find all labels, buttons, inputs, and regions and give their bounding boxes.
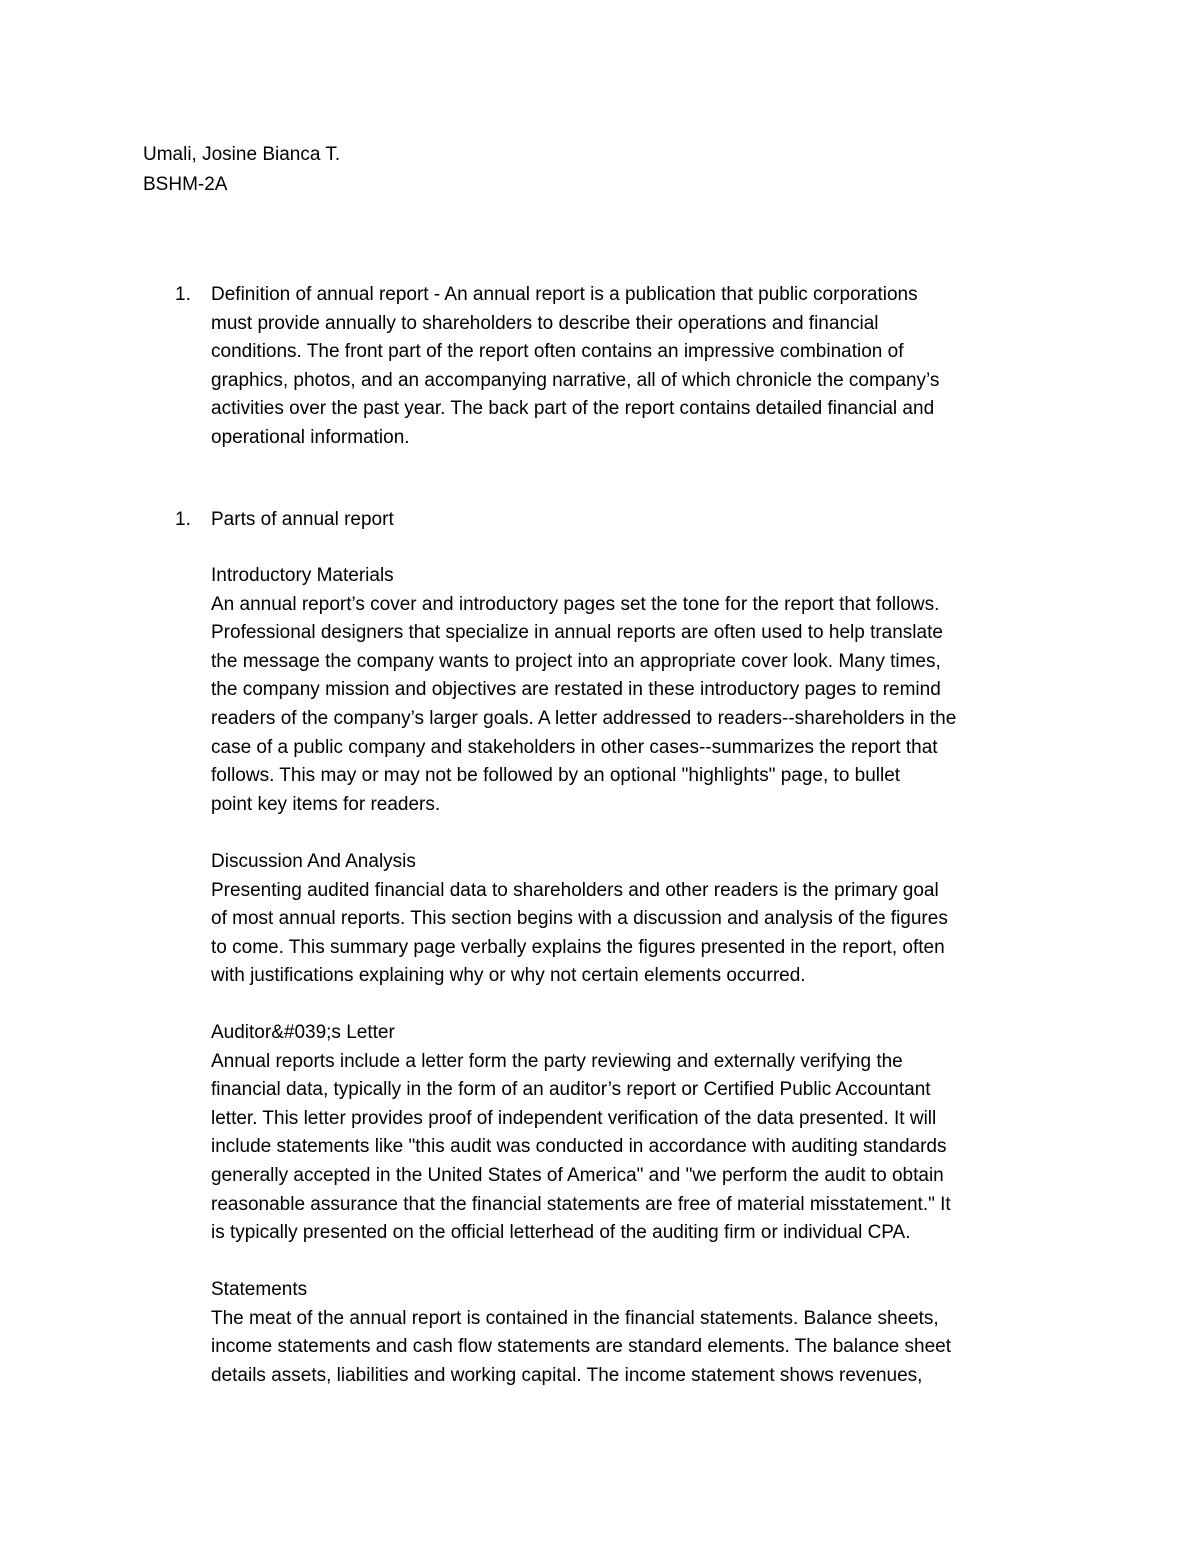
section-statements <box>211 1276 951 1390</box>
section-auditors-letter <box>211 1019 951 1248</box>
paragraph-line: include statements like "this audit was conducted in accordance with auditing standards <box>211 1136 947 1158</box>
paragraph-line: Definition of annual report - An annual report is a publication that public corporations <box>211 284 918 305</box>
paragraph-line: point key items for readers. <box>211 793 441 815</box>
list-number: 1. <box>175 284 191 305</box>
paragraph-line: details assets, liabilities and working capital. The income statement shows revenues, <box>211 1364 923 1386</box>
author-name: Umali, Josine Bianca T. <box>143 144 341 165</box>
class-section: BSHM-2A <box>143 174 228 196</box>
list-number: 1. <box>175 509 191 530</box>
section-introductory-materials <box>211 562 956 819</box>
section-heading: Auditor&#039;s Letter <box>211 1022 395 1043</box>
section-discussion-analysis <box>211 848 948 991</box>
paragraph-line: operational information. <box>211 426 410 448</box>
paragraph-line: Presenting audited financial data to shareholders and other readers is the primary goal <box>211 879 939 901</box>
paragraph-line: case of a public company and stakeholders in other cases--summarizes the report that <box>211 736 938 758</box>
paragraph-line: readers of the company’s larger goals. A letter addressed to readers--shareholders in the <box>211 707 957 729</box>
paragraph-line: reasonable assurance that the financial statements are free of material misstatement." It <box>211 1193 951 1215</box>
paragraph-line: is typically presented on the official letterhead of the auditing firm or individual CPA. <box>211 1222 911 1244</box>
list-item-parts <box>175 506 394 535</box>
paragraph-line: follows. This may or may not be followed by an optional "highlights" page, to bullet <box>211 765 901 787</box>
paragraph-line: financial data, typically in the form of an auditor’s report or Certified Public Accountant <box>211 1079 931 1101</box>
paragraph-line: The meat of the annual report is contained in the financial statements. Balance sheets, <box>211 1307 939 1329</box>
paragraph-line: to come. This summary page verbally explains the figures presented in the report, often <box>211 936 945 958</box>
paragraph-line: the company mission and objectives are restated in these introductory pages to remind <box>211 679 941 701</box>
paragraph-line: must provide annually to shareholders to describe their operations and financial <box>211 312 879 334</box>
paragraph-line: Annual reports include a letter form the party reviewing and externally verifying the <box>211 1050 903 1072</box>
paragraph-line: activities over the past year. The back part of the report contains detailed financial and <box>211 398 935 420</box>
paragraph-line: generally accepted in the United States of America" and "we perform the audit to obtain <box>211 1164 944 1186</box>
author-block <box>143 141 340 200</box>
paragraph-line: An annual report’s cover and introductory pages set the tone for the report that follows. <box>211 593 940 615</box>
paragraph-line: with justifications explaining why or why not certain elements occurred. <box>211 965 806 987</box>
paragraph-line: letter. This letter provides proof of independent verification of the data presented. It will <box>211 1107 937 1129</box>
paragraph-line: income statements and cash flow statements are standard elements. The balance sheet <box>211 1336 952 1358</box>
section-heading: Introductory Materials <box>211 565 394 586</box>
section-heading: Discussion And Analysis <box>211 851 416 872</box>
section-heading: Statements <box>211 1279 308 1300</box>
paragraph-line: conditions. The front part of the report often contains an impressive combination of <box>211 341 904 363</box>
paragraph-line: Professional designers that specialize in annual reports are often used to help translate <box>211 622 943 644</box>
paragraph-line: Parts of annual report <box>211 509 394 530</box>
list-item-definition <box>175 281 940 453</box>
paragraph-line: the message the company wants to project into an appropriate cover look. Many times, <box>211 650 941 672</box>
paragraph-line: graphics, photos, and an accompanying narrative, all of which chronicle the company’s <box>211 369 940 391</box>
paragraph-line: of most annual reports. This section begins with a discussion and analysis of the figures <box>211 908 948 930</box>
